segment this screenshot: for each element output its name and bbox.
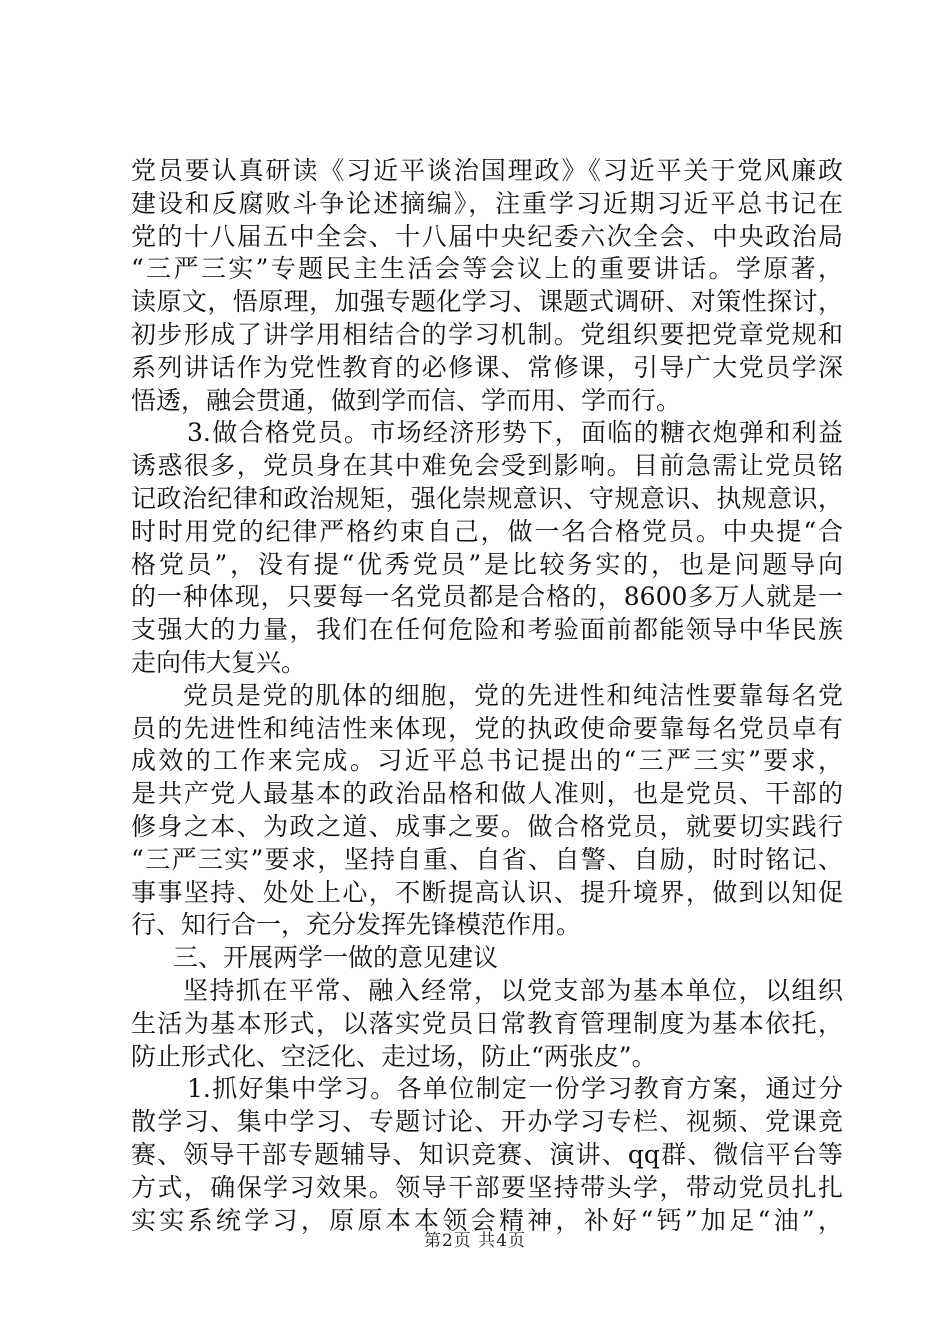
text-line: 党员是党的肌体的细胞，党的先进性和纯洁性要靠每名党: [183, 680, 843, 710]
text-line: 是共产党人最基本的政治品格和做人准则，也是党员、干部的: [131, 779, 843, 809]
text-line: 修身之本、为政之道、成事之要。做合格党员，就要切实践行: [131, 811, 843, 841]
text-line: 党的十八届五中全会、十八届中央纪委六次全会、中央政治局: [131, 221, 843, 251]
section-heading: [131, 942, 843, 975]
text-line: 建设和反腐败斗争论述摘编》，注重学习近期习近平总书记在: [131, 188, 843, 218]
page-number: 第2页 共4页: [423, 1231, 527, 1251]
text-line: 诱惑很多，党员身在其中难免会受到影响。目前急需让党员铭: [131, 451, 843, 481]
text-line: 方式，确保学习效果。领导干部要坚持带头学，带动党员扎扎: [131, 1172, 843, 1202]
text-line: 坚持抓在平常、融入经常，以党支部为基本单位，以组织: [183, 975, 843, 1005]
text-line: 员的先进性和纯洁性来体现，党的执政使命要靠每名党员卓有: [131, 713, 843, 743]
page-footer: [0, 1226, 950, 1251]
paragraph-centralized-study: [131, 1073, 843, 1237]
text-line: 事事坚持、处处上心，不断提高认识、提升境界，做到以知促: [131, 877, 843, 907]
text-line: “三严三实”要求，坚持自重、自省、自警、自励，时时铭记、: [131, 844, 843, 874]
heading-text: 三、开展两学一做的意见建议: [173, 943, 499, 973]
text-line: 行、知行合一，充分发挥先锋模范作用。: [131, 910, 582, 940]
text-line: 系列讲话作为党性教育的必修课、常修课，引导广大党员学深: [131, 352, 843, 382]
text-line: 实实系统学习，原原本本领会精神，补好“钙”加足“油”，: [131, 1205, 843, 1235]
document-body: [131, 155, 843, 1237]
paragraph-study-texts: [131, 155, 843, 417]
text-line: 格党员”，没有提“优秀党员”是比较务实的，也是问题导向: [131, 549, 843, 579]
text-line: 生活为基本形式，以落实党员日常教育管理制度为基本依托，: [131, 1008, 843, 1038]
paragraph-member-cells: [131, 680, 843, 942]
text-line: 记政治纪律和政治规矩，强化崇规意识、守规意识、执规意识，: [131, 483, 843, 513]
paragraph-principles: [131, 975, 843, 1073]
text-line: 走向伟大复兴。: [131, 647, 307, 677]
text-line: 赛、领导干部专题辅导、知识竞赛、演讲、qq群、微信平台等: [131, 1139, 843, 1169]
text-line: 时时用党的纪律严格约束自己，做一名合格党员。中央提“合: [131, 516, 843, 546]
text-line: 散学习、集中学习、专题讨论、开办学习专栏、视频、党课竞: [131, 1107, 843, 1137]
text-line: 支强大的力量，我们在任何危险和考验面前都能领导中华民族: [131, 615, 843, 645]
paragraph-qualified-member: [131, 417, 843, 679]
text-line: 党员要认真研读《习近平谈治国理政》《习近平关于党风廉政: [131, 156, 843, 185]
text-line: “三严三实”专题民主生活会等会议上的重要讲话。学原著，: [131, 254, 843, 284]
text-line: 读原文，悟原理，加强专题化学习、课题式调研、对策性探讨，: [131, 287, 843, 317]
text-line: 悟透，融会贯通，做到学而信、学而用、学而行。: [131, 385, 682, 415]
text-line: 初步形成了讲学用相结合的学习机制。党组织要把党章党规和: [131, 319, 843, 349]
text-line: 1.抓好集中学习。各单位制定一份学习教育方案，通过分: [187, 1074, 843, 1104]
text-line: 防止形式化、空泛化、走过场，防止“两张皮”。: [131, 1041, 657, 1071]
text-line: 成效的工作来完成。习近平总书记提出的“三严三实”要求，: [131, 746, 843, 776]
text-line: 的一种体现，只要每一名党员都是合格的，8600多万人就是一: [131, 582, 843, 612]
text-line: 3.做合格党员。市场经济形势下，面临的糖衣炮弹和利益: [187, 418, 843, 448]
